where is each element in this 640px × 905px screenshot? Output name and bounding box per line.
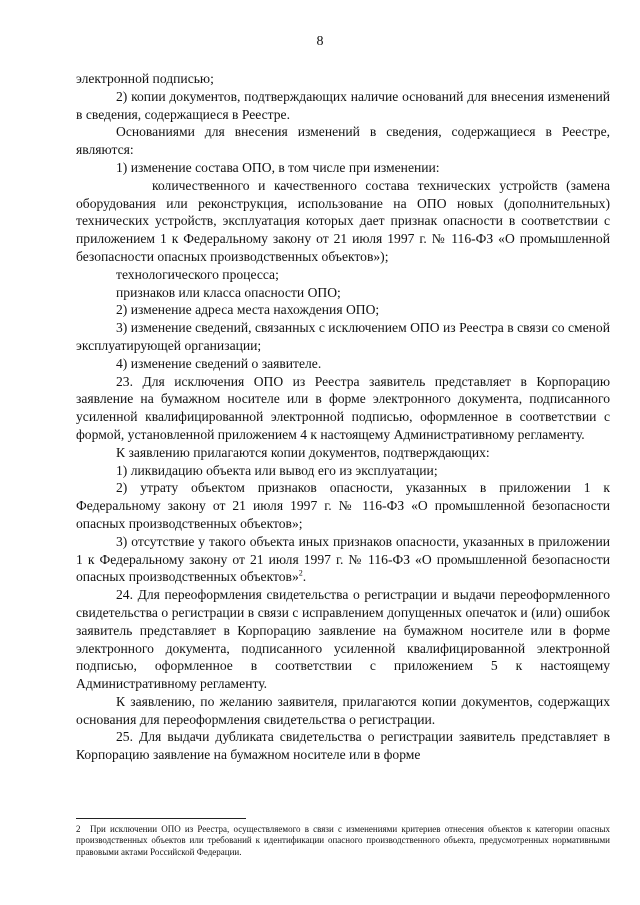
list-item-absence-of-hazard [76,533,610,586]
footnote-text: При исключении ОПО из Реестра, осуществляемого в связи с изменениями критериев отнесения объектов к категории опасных производственных объектов или требований к идентификации опасного производственного объекта, предусмотренных нормативными правовыми актами Российской Федерации. [76,824,610,857]
paragraph-continuation: электронной подписью; [76,71,214,86]
paragraph-reissue-attachments: К заявлению, по желанию заявителя, прилагаются копии документов, содержащих основания для переоформления свидетельства о регистрации. [76,693,610,727]
paragraph-grounds-intro: Основаниями для внесения изменений в сведения, содержащиеся в Реестре, являются: [76,124,610,158]
paragraph-attachments-intro: К заявлению прилагаются копии документов, подтверждающих: [116,444,490,460]
clause-23: 23. Для исключения ОПО из Реестра заявитель представляет в Корпорацию заявление на бумажном носителе или в форме электронного документа, подписанного усиленной квалифицированной электронной подписью, оформленное в соответствии с формой, установленной приложением 4 к настоящему Административному регламенту. [76,373,610,442]
list-item-exclusion-change: 3) изменение сведений, связанных с исключением ОПО из Реестра в связи со сменой эксплуатирующей организации; [76,320,610,353]
list-item-address-change: 2) изменение адреса места нахождения ОПО; [116,302,380,318]
sub-item-hazard-class: признаков или класса опасности ОПО; [116,284,341,300]
clause-24: 24. Для переоформления свидетельства о регистрации и выдачи переоформленного свидетельства о регистрации в связи с исправлением допущенных опечаток и (или) ошибок заявитель представляет в Корпорацию заявление на бумажном носителе или в форме электронного документа, подписанного усиленной квалифицированной электронной подписью, оформленное в соответствии с приложением 5 к настоящему Административному регламенту. [76,587,610,692]
list-item-documents-copies: 2) копии документов, подтверждающих наличие оснований для внесения изменений в сведения, содержащиеся в Реестре. [76,88,610,122]
footnote-separator [76,818,246,819]
footnote-reference: 2 [298,568,303,578]
footnote-reference-suffix: . [302,569,307,585]
list-item-loss-of-hazard: 2) утрату объектом признаков опасности, указанных в приложении 1 к Федеральному закону от 21 июля 1997 г. № 116-ФЗ «О промышленной безопасности опасных производственных объектов»; [76,480,610,531]
footnote-mark: 2 [76,824,81,834]
list-item-absence-text: 3) отсутствие у такого объекта иных признаков опасности, указанных в приложении 1 к Федеральному закону от 21 июля 1997 г. № 116-ФЗ «О промышленной безопасности опасных производственных объектов» [76,533,610,585]
list-item-liquidation: 1) ликвидацию объекта или вывод его из эксплуатации; [116,462,438,478]
sub-item-technical-devices: количественного и качественного состава технических устройств (замена оборудования или реконструкция, использование на ОПО новых (дополнительных) технических устройств, эксплуатация которых дает признак опасности в соответствии с приложением 1 к Федеральному закону от 21 июля 1997 г. № 116-ФЗ «О промышленной безопасности опасных производственных объектов»); [76,177,610,264]
list-item-composition-change: 1) изменение состава ОПО, в том числе при изменении: [116,159,440,175]
document-body [76,70,610,764]
page-number: 8 [316,34,324,49]
sub-item-technological-process: технологического процесса; [116,266,279,282]
list-item-applicant-change: 4) изменение сведений о заявителе. [116,355,322,371]
footnote [76,824,610,858]
clause-25: 25. Для выдачи дубликата свидетельства о регистрации заявитель представляет в Корпорацию заявление на бумажном носителе или в форме [76,729,610,763]
